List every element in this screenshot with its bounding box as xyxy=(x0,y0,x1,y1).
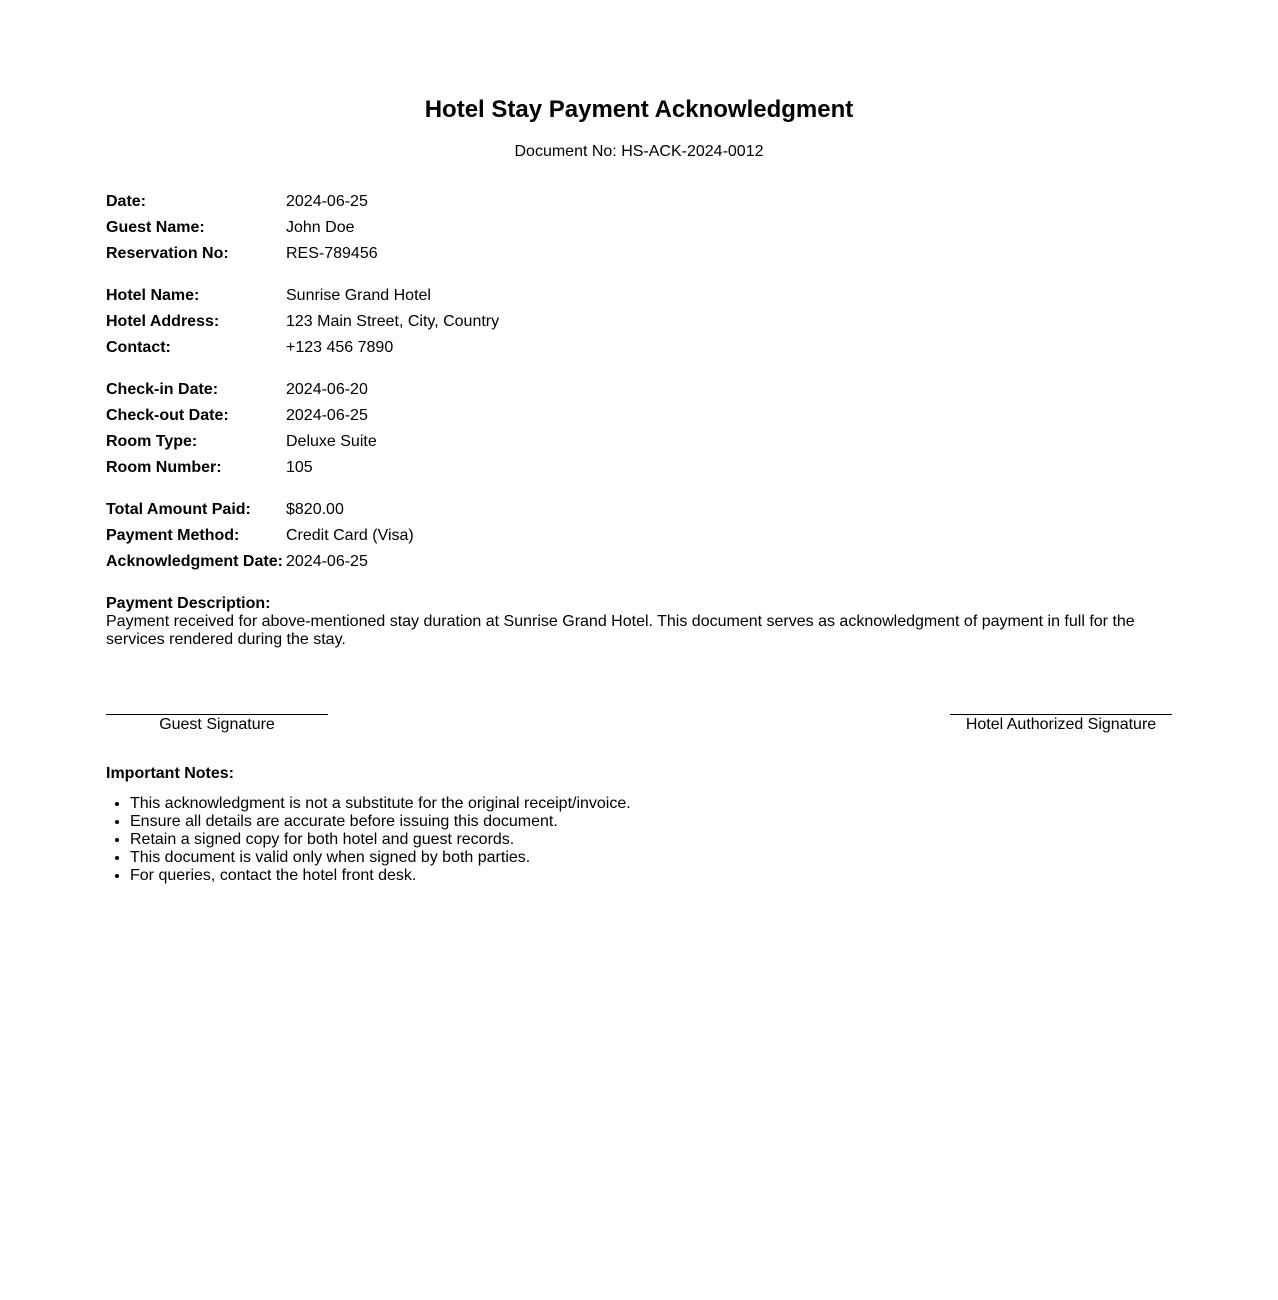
field-row-payment-method xyxy=(106,525,1172,551)
stay-details-group xyxy=(106,379,1172,483)
field-value: 2024-06-25 xyxy=(286,553,368,570)
field-row-check-out xyxy=(106,405,1172,431)
notes-title: Important Notes: xyxy=(106,765,234,782)
field-row-total-amount xyxy=(106,499,1172,525)
guest-details-group xyxy=(106,191,1172,269)
payment-details-group xyxy=(106,499,1172,577)
list-item: • This acknowledgment is not a substitute for the original receipt/invoice. xyxy=(130,795,1172,813)
field-label: Check-in Date: xyxy=(106,381,219,398)
field-row-check-in xyxy=(106,379,1172,405)
document-title: Hotel Stay Payment Acknowledgment xyxy=(424,96,854,123)
field-label: Hotel Address: xyxy=(106,313,220,330)
list-item: • This document is valid only when signed by both parties. xyxy=(130,849,1172,867)
important-notes xyxy=(106,765,1172,885)
payment-description-label: Payment Description: xyxy=(106,595,271,612)
field-row-date xyxy=(106,191,1172,217)
field-row-acknowledgment-date xyxy=(106,551,1172,577)
field-row-room-type xyxy=(106,431,1172,457)
field-row-hotel-name xyxy=(106,285,1172,311)
field-label: Total Amount Paid: xyxy=(106,501,251,518)
field-value: 2024-06-25 xyxy=(286,407,368,424)
field-value: $820.00 xyxy=(286,501,344,518)
document-number: Document No: HS-ACK-2024-0012 xyxy=(514,143,764,160)
list-item: • Ensure all details are accurate before issuing this document. xyxy=(130,813,1172,831)
field-value: John Doe xyxy=(286,219,355,236)
field-label: Contact: xyxy=(106,339,171,356)
payment-description xyxy=(106,595,1172,649)
field-label: Guest Name: xyxy=(106,219,205,236)
field-label: Room Type: xyxy=(106,433,198,450)
list-item: • For queries, contact the hotel front desk. xyxy=(130,867,1172,885)
field-row-room-number xyxy=(106,457,1172,483)
field-value: Sunrise Grand Hotel xyxy=(286,287,431,304)
field-label: Hotel Name: xyxy=(106,287,200,304)
field-row-guest-name xyxy=(106,217,1172,243)
field-value: Credit Card (Visa) xyxy=(286,527,414,544)
field-value: 123 Main Street, City, Country xyxy=(286,313,500,330)
field-value: 105 xyxy=(286,459,313,476)
payment-description-text: Payment received for above-mentioned stay duration at Sunrise Grand Hotel. This document serves as acknowledgment of payment in full for the services rendered during the stay. xyxy=(106,613,1135,648)
field-row-contact xyxy=(106,337,1172,363)
field-value: +123 456 7890 xyxy=(286,339,394,356)
hotel-signature-line: Hotel Authorized Signature xyxy=(950,714,1172,734)
field-value: 2024-06-20 xyxy=(286,381,368,398)
details-section xyxy=(106,191,1172,593)
list-item: • Retain a signed copy for both hotel and guest records. xyxy=(130,831,1172,849)
hotel-details-group xyxy=(106,285,1172,363)
field-row-hotel-address xyxy=(106,311,1172,337)
notes-list xyxy=(106,795,1172,885)
field-label: Room Number: xyxy=(106,459,222,476)
field-label: Acknowledgment Date: xyxy=(106,553,283,570)
field-value: RES-789456 xyxy=(286,245,378,262)
field-row-reservation-no xyxy=(106,243,1172,269)
field-label: Payment Method: xyxy=(106,527,240,544)
field-label: Date: xyxy=(106,193,147,210)
field-label: Check-out Date: xyxy=(106,407,229,424)
field-value: 2024-06-25 xyxy=(286,193,368,210)
guest-signature-line: Guest Signature xyxy=(106,714,328,734)
field-value: Deluxe Suite xyxy=(286,433,377,450)
field-label: Reservation No: xyxy=(106,245,229,262)
